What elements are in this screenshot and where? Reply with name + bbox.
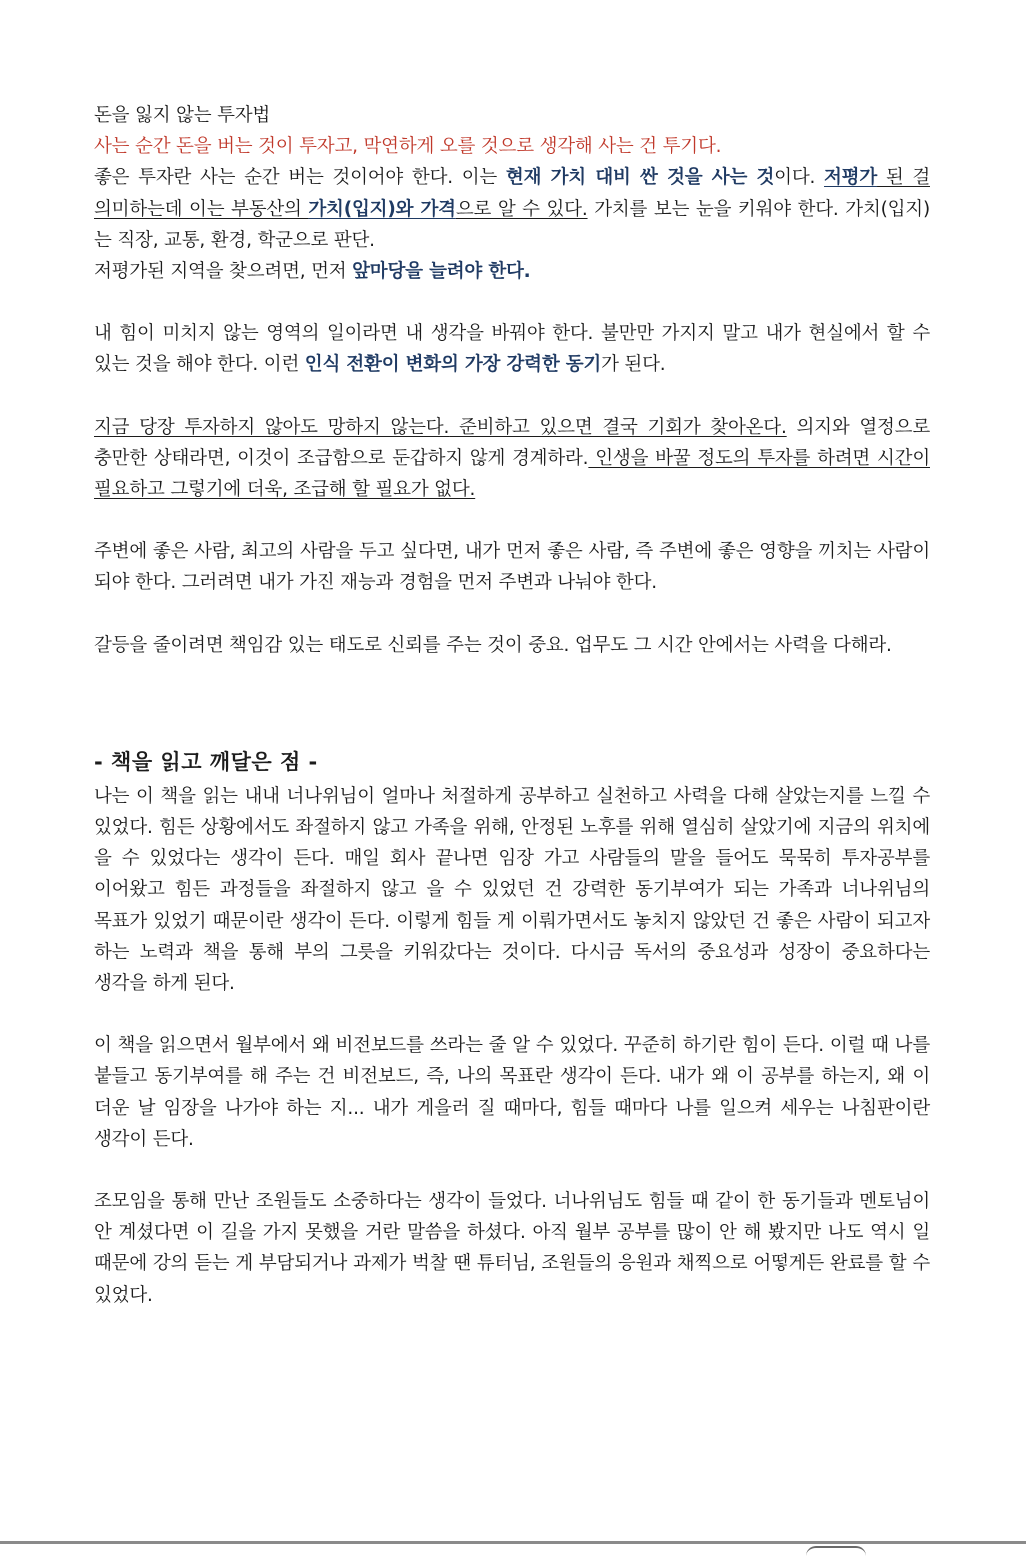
text-run: 의지와 열정으로 충만한 상태라면, 이것이 조급함으로 둔갑하지 않게 경계하라. (94, 416, 930, 469)
text-run: 저평가된 지역을 찾으려면, 먼저 (94, 261, 353, 283)
text-run: 이다. (774, 167, 825, 189)
paragraph-trust: 갈등을 줄이려면 책임감 있는 태도로 신뢰를 주는 것이 중요. 업무도 그 시간 안에서는 사력을 다해라. (94, 634, 892, 656)
paragraph-patience (94, 412, 930, 506)
reflection-paragraph-3: 조모임을 통해 만난 조원들도 소중하다는 생각이 들었다. 너나위님도 힘들 때 같이 한 동기들과 멘토님이 안 계셨다면 이 길을 가지 못했을 거란 말씀을 하셨다. 아직 월부 공부를 많이 안 해 봤지만 나도 역시 일 때문에 강의 듣는 게 부담되거나 과제가 벅찰 땐 튜터님, 조원들의 응원과 채찍으로 어떻게든 완료를 할 수 있었다. (94, 1191, 930, 1306)
reflection-paragraph-2: 이 책을 읽으면서 월부에서 왜 비전보드를 쓰라는 줄 알 수 있었다. 꾸준히 하기란 힘이 든다. 이럴 때 나를 붙들고 동기부여를 해 주는 건 비전보드, 즉, 나의 목표란 생각이 든다. 내가 왜 이 공부를 하는지, 왜 이 더운 날 임장을 나가야 하는 지... 내가 게을러 질 때마다, 힘들 때마다 나를 일으켜 세우는 나침판이란 생각이 든다. (94, 1035, 930, 1150)
paragraph-gap (94, 287, 930, 318)
paragraph-gap (94, 1155, 930, 1186)
page-bottom-rule (0, 1541, 1026, 1544)
paragraph-gap (94, 381, 930, 412)
paragraph-gap (94, 599, 930, 630)
key-quote-red: 사는 순간 돈을 버는 것이 투자고, 막연하게 오를 것으로 생각해 사는 건 투기다. (94, 136, 722, 158)
reflection-paragraph-1: 나는 이 책을 읽는 내내 너나위님이 얼마나 처절하게 공부하고 실천하고 사력을 다해 살았는지를 느낄 수 있었다. 힘든 상황에서도 좌절하지 않고 가족을 위해, 안정된 노후를 위해 열심히 살았기에 지금의 위치에 을 수 있었다는 생각이 든다. 매일 회사 끝나면 임장 가고 사람들의 말을 들어도 묵묵히 투자공부를 이어왔고 힘든 과정들을 좌절하지 않고 을 수 있었던 건 강력한 동기부여가 되는 가족과 너나위님의 목표가 있었기 때문이란 생각이 든다. 이렇게 힘들 게 이뤄가면서도 놓치지 않았던 건 좋은 사람이 되고자 하는 노력과 책을 통해 부의 그릇을 키워갔다는 것이다. 다시금 독서의 중요성과 성장이 중요하다는 생각을 하게 된다. (94, 785, 930, 995)
underlined-text: 인생을 바꿀 정도의 투자를 하려면 시간이 필요하고 그렇기에 더욱, 조급해 할 필요가 없다. (94, 447, 930, 501)
scroll-handle-icon (806, 1546, 866, 1556)
paragraph-gap (94, 505, 930, 536)
underlined-text: 준비하고 있으면 결국 기회가 찾아온다. (449, 416, 787, 438)
highlight-blue: 인식 전환이 변화의 가장 강력한 동기 (304, 354, 602, 376)
text-run: 좋은 투자란 사는 순간 버는 것이어야 한다. 이는 (94, 167, 506, 189)
paragraph-investment (94, 162, 930, 256)
underlined-text: 으로 알 수 있다. (455, 198, 588, 220)
paragraph-mindset (94, 318, 930, 380)
text-run: 내 힘이 미치지 않는 영역의 일이라면 내 생각을 바꿔야 한다. 불만만 가지지 말고 내가 현실에서 할 수 있는 것을 해야 한다. 이런 (94, 323, 930, 376)
highlight-blue: 현재 가치 대비 싼 것을 사는 것 (505, 167, 775, 189)
underlined-text: 된 걸 의미하는데 이는 부동산의 (94, 167, 930, 220)
paragraph-gap (94, 999, 930, 1030)
section-title: 돈을 잃지 않는 투자법 (94, 105, 271, 126)
text-run: 가 된다. (601, 354, 666, 376)
paragraph-frontyard (94, 256, 930, 287)
reflection-heading: - 책을 읽고 깨달은 점 - (94, 749, 318, 774)
paragraph-good-people: 주변에 좋은 사람, 최고의 사람을 두고 싶다면, 내가 먼저 좋은 사람, 즉 주변에 좋은 영향을 끼치는 사람이 되야 한다. 그러려면 내가 가진 재능과 경험을 먼저 주변과 나눠야 한다. (94, 541, 930, 594)
document-body (94, 100, 930, 1311)
section-gap (94, 661, 930, 723)
highlight-blue-underlined: 가치(입지)와 가격 (308, 198, 456, 220)
text-run: 가치를 보는 눈을 키워야 한다. 가치(입지)는 직장, 교통, 환경, 학군으로 판단. (94, 198, 930, 251)
highlight-blue-underlined: 저평가 (824, 167, 878, 189)
underlined-text: 지금 당장 투자하지 않아도 망하지 않는다. (94, 416, 450, 438)
highlight-blue: 앞마당을 늘려야 한다. (352, 261, 531, 283)
